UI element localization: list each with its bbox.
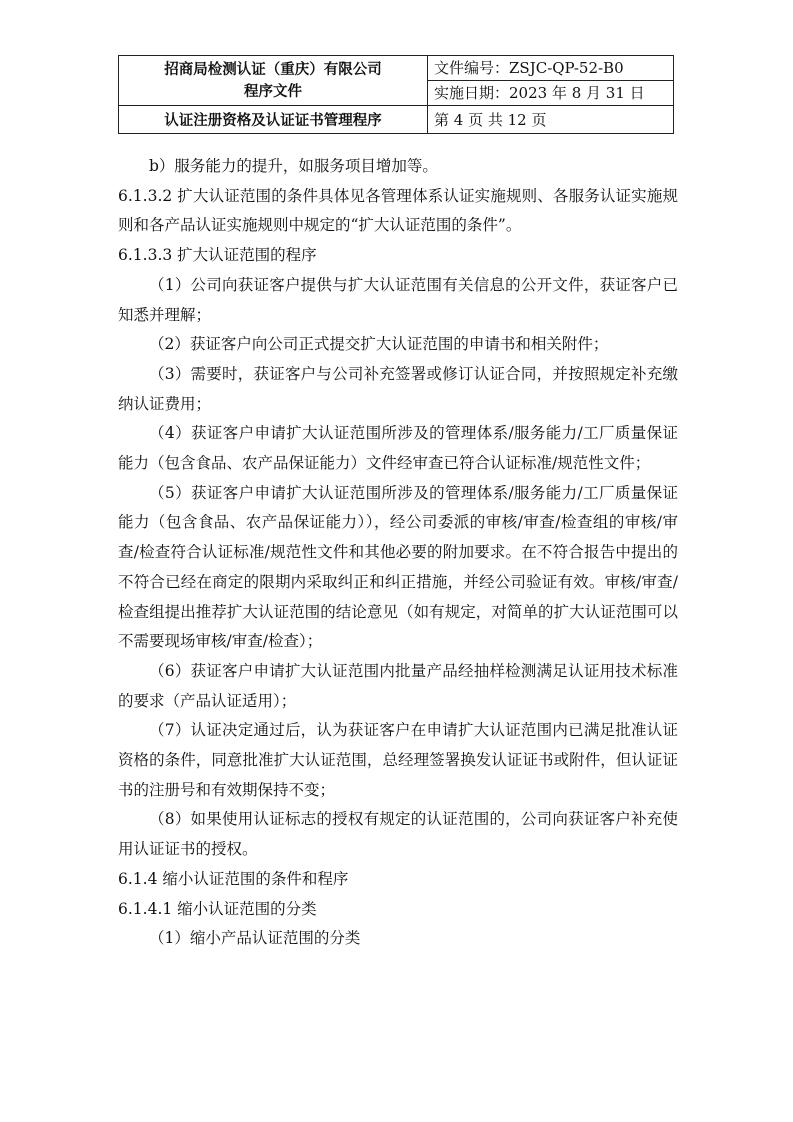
document-title: 认证注册资格及认证证书管理程序: [119, 106, 428, 134]
page-info: 第 4 页 共 12 页: [428, 106, 674, 134]
body-paragraph: 6.1.3.2 扩大认证范围的条件具体见各管理体系认证实施规则、各服务认证实施规则和各产品认证实施规则中规定的“扩大认证范围的条件”。: [118, 186, 678, 235]
body-paragraph: 6.1.3.3 扩大认证范围的程序: [118, 246, 317, 265]
body-paragraph: （1）公司向获证客户提供与扩大认证范围有关信息的公开文件，获证客户已知悉并理解；: [118, 275, 678, 324]
company-cell: [119, 56, 428, 106]
effective-date: 实施日期：2023 年 8 月 31 日: [428, 81, 674, 106]
body-paragraph: 6.1.4.1 缩小认证范围的分类: [118, 899, 317, 918]
body-paragraph: 6.1.4 缩小认证范围的条件和程序: [118, 869, 349, 888]
body-paragraph: （7）认证决定通过后，认为获证客户在申请扩大认证范围内已满足批准认证资格的条件，同意批准扩大认证范围，总经理签署换发认证证书或附件，但认证证书的注册号和有效期保持不变；: [118, 721, 678, 799]
document-body: [118, 152, 678, 954]
company-name: 招商局检测认证（重庆）有限公司: [164, 61, 382, 78]
document-header-table: [118, 55, 674, 134]
document-number: 文件编号：ZSJC-QP-52-B0: [428, 56, 674, 81]
body-paragraph: （1）缩小产品认证范围的分类: [149, 929, 361, 948]
body-paragraph: （3）需要时，获证客户与公司补充签署或修订认证合同，并按照规定补充缴纳认证费用；: [118, 364, 678, 413]
document-type: 程序文件: [244, 83, 302, 100]
body-paragraph: （4）获证客户申请扩大认证范围所涉及的管理体系/服务能力/工厂质量保证能力（包含食品、农产品保证能力）文件经审查已符合认证标准/规范性文件；: [118, 424, 678, 473]
body-paragraph: b）服务能力的提升，如服务项目增加等。: [149, 157, 438, 175]
body-paragraph: （8）如果使用认证标志的授权有规定的认证范围的，公司向获证客户补充使用认证证书的授权。: [118, 810, 678, 859]
body-paragraph: （6）获证客户申请扩大认证范围内批量产品经抽样检测满足认证用技术标准的要求（产品认证适用）；: [118, 661, 678, 710]
body-paragraph: （2）获证客户向公司正式提交扩大认证范围的申请书和相关附件；: [149, 335, 609, 354]
body-paragraph: （5）获证客户申请扩大认证范围所涉及的管理体系/服务能力/工厂质量保证能力（包含食品、农产品保证能力）），经公司委派的审核/审查/检查组的审核/审查/检查符合认证标准/规范性文件和其他必要的附加要求。在不符合报告中提出的不符合已经在商定的限期内采取纠正和纠正措施，并经公司验证有效。审核/审查/检查组提出推荐扩大认证范围的结论意见（如有规定，对简单的扩大认证范围可以不需要现场审核/审查/检查）；: [118, 483, 678, 651]
